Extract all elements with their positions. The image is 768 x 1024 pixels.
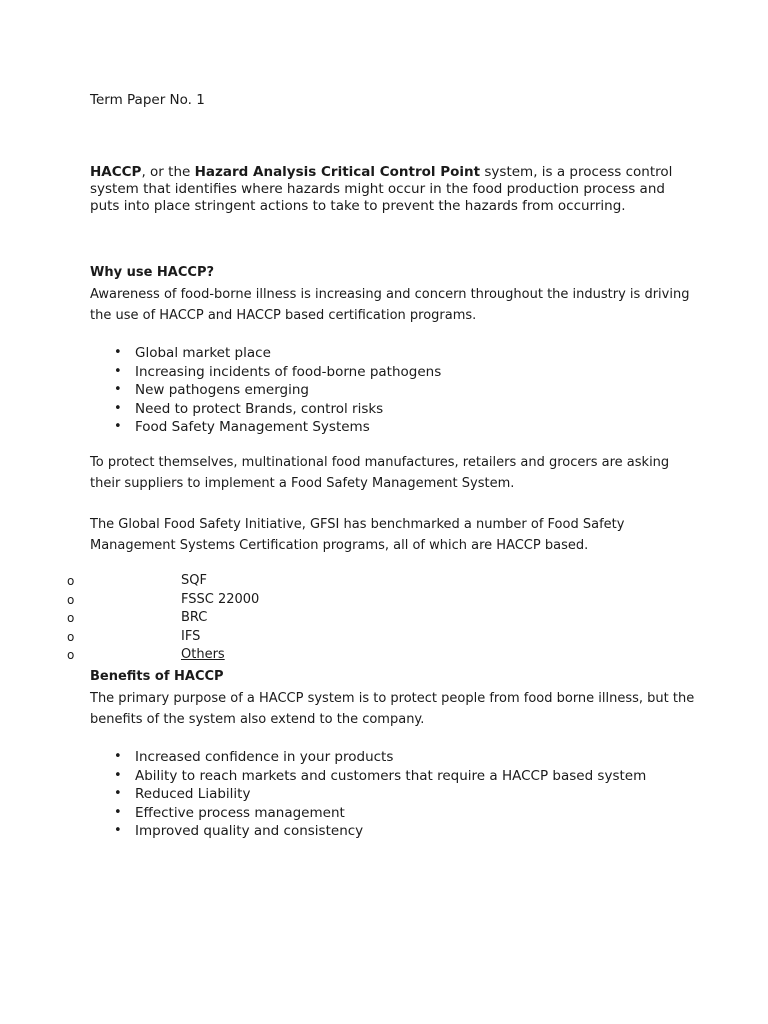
bullet-icon: • — [114, 749, 122, 764]
list-item — [90, 748, 646, 767]
list-item-label: Increasing incidents of food-borne pathogens — [135, 363, 442, 380]
list-item-label: SQF — [181, 573, 207, 588]
bullet-icon: • — [114, 382, 122, 398]
intro-paragraph — [90, 164, 690, 215]
list-item — [0, 646, 400, 665]
intro-text-1: , or the — [141, 164, 195, 180]
list-item — [0, 591, 400, 610]
list-item-label: Improved quality and consistency — [135, 823, 364, 840]
document-title: Term Paper No. 1 — [90, 92, 205, 108]
circle-bullet-icon: o — [67, 648, 75, 663]
list-item-label: Increased confidence in your products — [135, 749, 394, 765]
list-item — [90, 344, 441, 363]
list-item — [90, 400, 441, 419]
why-bullet-list — [90, 344, 441, 437]
list-item — [90, 822, 646, 841]
list-item-label: New pathogens emerging — [135, 382, 309, 399]
benefits-paragraph: The primary purpose of a HACCP system is to protect people from food borne illness, but the benefits of the system also extend to the company. — [90, 691, 695, 727]
circle-bullet-icon: o — [67, 592, 75, 607]
bullet-icon: • — [114, 345, 122, 360]
list-item-label: Global market place — [135, 345, 271, 361]
why-paragraph: Awareness of food-borne illness is increasing and concern throughout the industry is driving the use of HACCP and HACCP based certification programs. — [90, 287, 690, 323]
list-item-label: Effective process management — [135, 804, 345, 821]
bullet-icon: • — [114, 363, 122, 379]
list-item — [0, 572, 400, 591]
list-item — [0, 628, 400, 647]
bullet-icon: • — [114, 419, 122, 435]
list-item-label: Food Safety Management Systems — [135, 419, 370, 436]
protect-paragraph: To protect themselves, multinational food manufactures, retailers and grocers are asking their suppliers to implement a Food Safety Management System. — [90, 455, 670, 491]
bullet-icon: • — [114, 767, 122, 783]
list-item-label: Reduced Liability — [135, 786, 251, 803]
gfsi-paragraph: The Global Food Safety Initiative, GFSI has benchmarked a number of Food Safety Management Systems Certification programs, all of which are HACCP based. — [90, 517, 625, 553]
circle-bullet-icon: o — [67, 574, 75, 588]
circle-bullet-icon: o — [67, 629, 75, 644]
list-item — [90, 418, 441, 437]
intro-text-2: system, is a process control system that identifies where hazards might occur in the food production process and puts into place stringent actions to take to prevent the hazards from occurring. — [90, 164, 673, 214]
list-item — [90, 381, 441, 400]
intro-term-full: Hazard Analysis Critical Control Point — [194, 164, 481, 180]
list-item-label: BRC — [181, 610, 208, 626]
list-item — [90, 804, 646, 823]
bullet-icon: • — [114, 786, 122, 802]
programs-list — [0, 572, 400, 665]
bullet-icon: • — [114, 823, 122, 839]
list-item — [0, 609, 400, 628]
list-item-label: Ability to reach markets and customers that require a HACCP based system — [135, 767, 647, 784]
list-item — [90, 363, 441, 382]
benefits-heading: Benefits of HACCP — [90, 669, 224, 684]
bullet-icon: • — [114, 400, 122, 416]
list-item — [90, 767, 646, 786]
others-link[interactable]: Others — [181, 647, 225, 663]
benefits-bullet-list — [90, 748, 646, 841]
circle-bullet-icon: o — [67, 611, 75, 626]
list-item-label: IFS — [181, 628, 201, 644]
list-item-label: Need to protect Brands, control risks — [135, 400, 384, 417]
why-heading: Why use HACCP? — [90, 265, 215, 280]
list-item — [90, 785, 646, 804]
bullet-icon: • — [114, 804, 122, 820]
intro-term-haccp: HACCP — [90, 164, 142, 180]
list-item-label: FSSC 22000 — [181, 591, 260, 607]
